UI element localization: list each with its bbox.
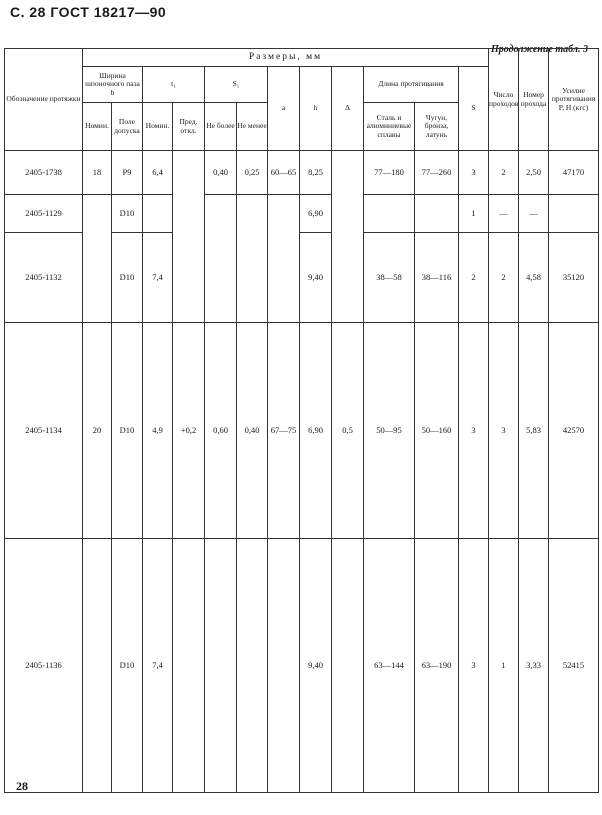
s1-max-cell: 0,40 xyxy=(205,151,237,195)
length-steel-cell: 50—95 xyxy=(364,323,415,539)
pass-no-cell: 2 xyxy=(489,151,519,195)
col-passes: Число проходов xyxy=(489,49,519,151)
page-header: С. 28 ГОСТ 18217—90 xyxy=(10,4,167,20)
s-cell: 5,83 xyxy=(519,323,549,539)
pass-no-cell: 3 xyxy=(489,323,519,539)
length-castiron-cell: 38—116 xyxy=(415,233,459,323)
designation-cell: 2405-1134 xyxy=(5,323,83,539)
col-sizes: Размеры, мм xyxy=(83,49,489,67)
passes-cell: 3 xyxy=(459,323,489,539)
col-t1: t₁ xyxy=(143,67,205,103)
col-length-steel: Сталь и алюминиевые сплавы xyxy=(364,103,415,151)
b-tolerance-cell: D10 xyxy=(112,539,143,793)
col-s1: S₁ xyxy=(205,67,268,103)
pass-no-cell: — xyxy=(489,195,519,233)
delta-cell: 0,5 xyxy=(332,323,364,539)
force-cell xyxy=(549,195,599,233)
force-cell: 42570 xyxy=(549,323,599,539)
pass-no-cell: 1 xyxy=(489,539,519,793)
force-cell: 47170 xyxy=(549,151,599,195)
t1-nominal-cell xyxy=(143,195,173,233)
b-nominal-cell: 18 xyxy=(83,151,112,195)
b-tolerance-cell: P9 xyxy=(112,151,143,195)
col-a: a xyxy=(268,67,300,151)
t1-nominal-cell: 7,4 xyxy=(143,539,173,793)
s1-min-cell xyxy=(237,539,268,793)
designation-cell: 2405-1738 xyxy=(5,151,83,195)
a-cell xyxy=(268,233,300,323)
t1-nominal-cell: 4,9 xyxy=(143,323,173,539)
designation-cell: 2405-1136 xyxy=(5,539,83,793)
length-castiron-cell: 50—160 xyxy=(415,323,459,539)
s-cell: 4,58 xyxy=(519,233,549,323)
s1-max-cell xyxy=(205,233,237,323)
length-castiron-cell xyxy=(415,195,459,233)
col-b-nominal: Номин. xyxy=(83,103,112,151)
t1-nominal-cell: 7,4 xyxy=(143,233,173,323)
continuation-label: Продолжение табл. 3 xyxy=(490,44,588,55)
force-cell: 52415 xyxy=(549,539,599,793)
col-t1-deviation: Пред. откл. xyxy=(173,103,205,151)
designation-cell: 2405-1132 xyxy=(5,233,83,323)
t1-nominal-cell: 6,4 xyxy=(143,151,173,195)
passes-cell: 2 xyxy=(459,233,489,323)
a-cell xyxy=(268,539,300,793)
passes-cell: 1 xyxy=(459,195,489,233)
col-designation: Обозначение протяжки xyxy=(5,49,83,151)
s-cell: — xyxy=(519,195,549,233)
col-delta: Δ xyxy=(332,67,364,151)
length-castiron-cell: 63—190 xyxy=(415,539,459,793)
delta-cell xyxy=(332,233,364,323)
b-nominal-cell xyxy=(83,195,112,233)
col-s1-max: Не более xyxy=(205,103,237,151)
col-s: S xyxy=(459,67,489,151)
delta-cell xyxy=(332,195,364,233)
page-number: 28 xyxy=(16,779,28,793)
b-nominal-cell xyxy=(83,539,112,793)
passes-cell: 3 xyxy=(459,151,489,195)
delta-cell xyxy=(332,151,364,195)
length-steel-cell: 77—180 xyxy=(364,151,415,195)
t1-deviation-cell xyxy=(173,151,205,195)
col-s1-min: Не менее xyxy=(237,103,268,151)
b-nominal-cell xyxy=(83,233,112,323)
col-slot-width: Ширина шпоночного паза b xyxy=(83,67,143,103)
length-steel-cell: 63—144 xyxy=(364,539,415,793)
t1-deviation-cell xyxy=(173,195,205,233)
col-length: Длина протягивания xyxy=(364,67,459,103)
force-cell: 35120 xyxy=(549,233,599,323)
col-t1-nominal: Номин. xyxy=(143,103,173,151)
col-force: Усилие протягивания P, Н (кгс) xyxy=(549,49,599,151)
b-tolerance-cell: D10 xyxy=(112,233,143,323)
s-cell: 2,50 xyxy=(519,151,549,195)
s1-min-cell xyxy=(237,233,268,323)
h-cell: 6,90 xyxy=(300,323,332,539)
s1-min-cell: 0,40 xyxy=(237,323,268,539)
t1-deviation-cell xyxy=(173,539,205,793)
t1-deviation-cell xyxy=(173,233,205,323)
h-cell: 9,40 xyxy=(300,233,332,323)
a-cell: 67—75 xyxy=(268,323,300,539)
s1-max-cell: 0,60 xyxy=(205,323,237,539)
a-cell: 60—65 xyxy=(268,151,300,195)
passes-cell: 3 xyxy=(459,539,489,793)
b-tolerance-cell: D10 xyxy=(112,195,143,233)
col-pass-no: Номер прохода xyxy=(519,49,549,151)
col-h: h xyxy=(300,67,332,151)
s1-min-cell: 0,25 xyxy=(237,151,268,195)
pass-no-cell: 2 xyxy=(489,233,519,323)
designation-cell: 2405-1129 xyxy=(5,195,83,233)
h-cell: 8,25 xyxy=(300,151,332,195)
b-tolerance-cell: D10 xyxy=(112,323,143,539)
s1-max-cell xyxy=(205,539,237,793)
length-castiron-cell: 77—260 xyxy=(415,151,459,195)
h-cell: 9,40 xyxy=(300,539,332,793)
s-cell: 3,33 xyxy=(519,539,549,793)
col-b-tolerance: Поле допуска xyxy=(112,103,143,151)
s1-max-cell xyxy=(205,195,237,233)
h-cell: 6,90 xyxy=(300,195,332,233)
s1-min-cell xyxy=(237,195,268,233)
length-steel-cell xyxy=(364,195,415,233)
a-cell xyxy=(268,195,300,233)
length-steel-cell: 38—58 xyxy=(364,233,415,323)
broach-dimensions-table xyxy=(4,48,599,793)
delta-cell xyxy=(332,539,364,793)
col-length-castiron: Чугун, бронза, латунь xyxy=(415,103,459,151)
t1-deviation-cell: +0,2 xyxy=(173,323,205,539)
b-nominal-cell: 20 xyxy=(83,323,112,539)
